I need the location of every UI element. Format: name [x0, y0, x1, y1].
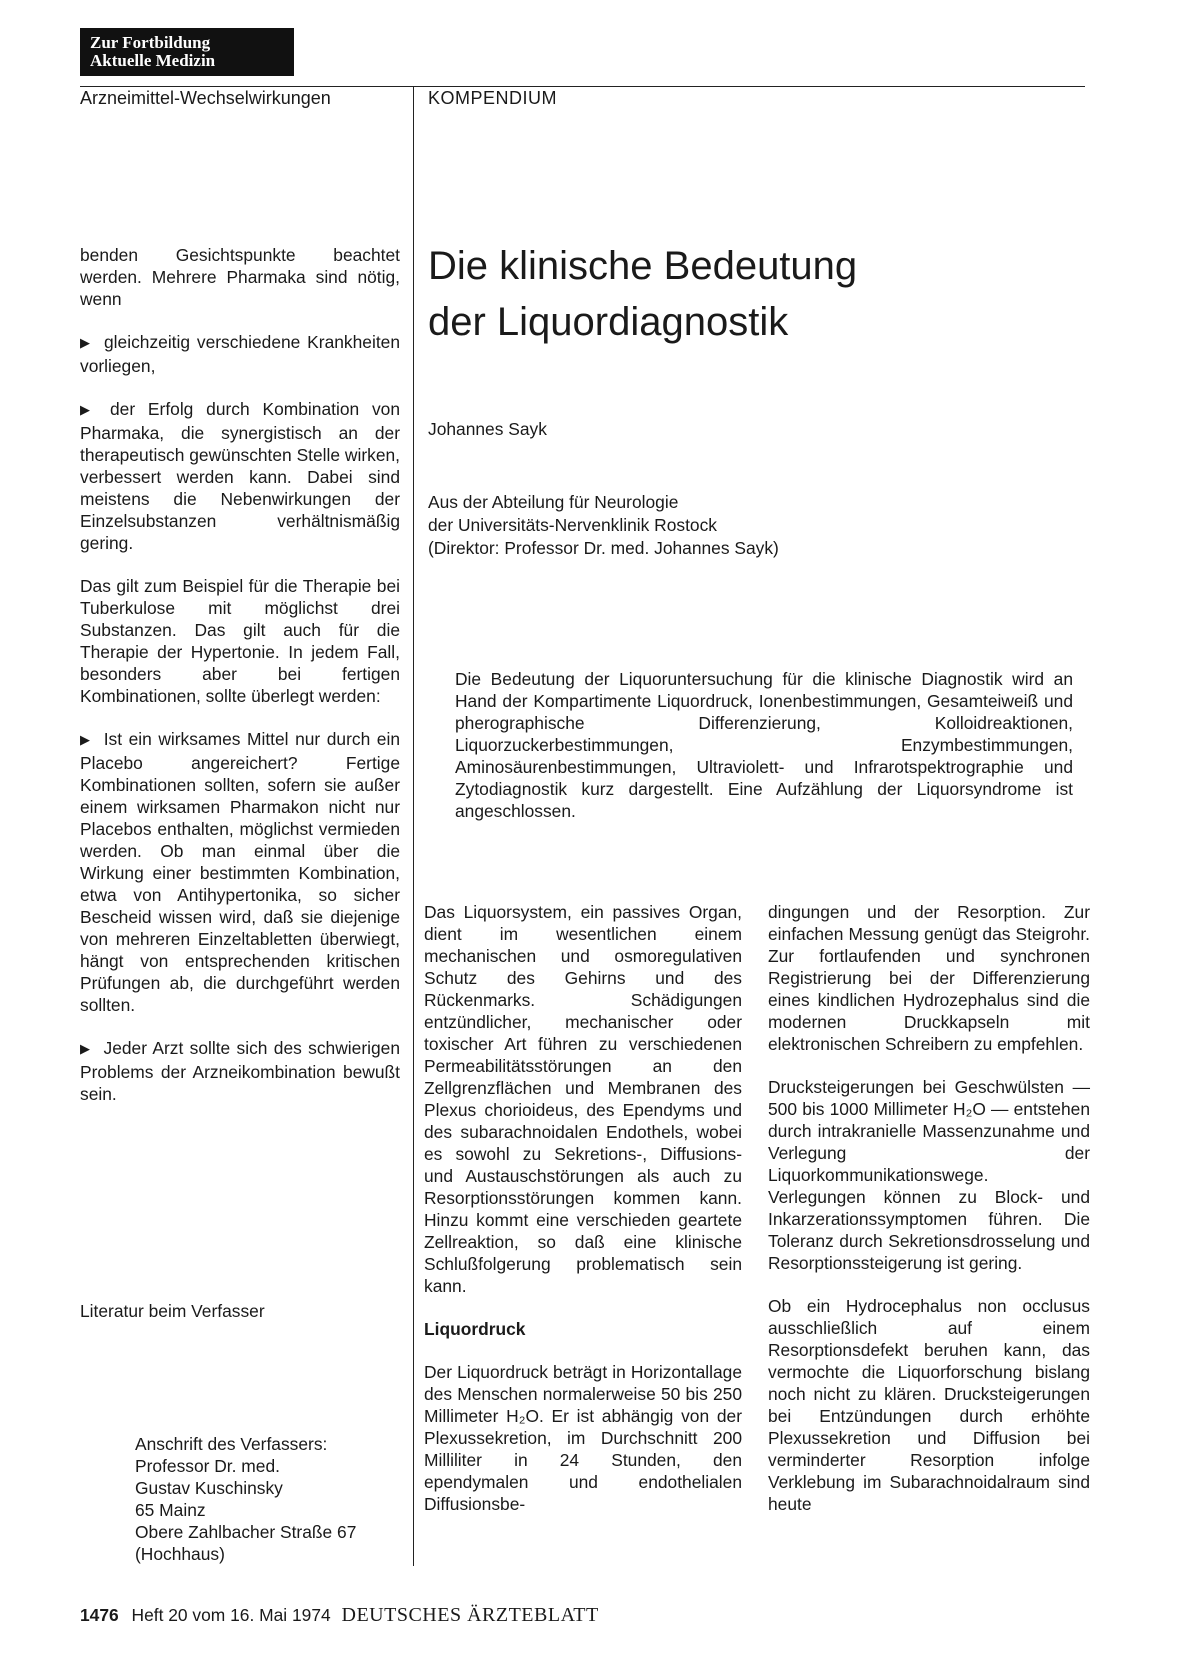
issue-info: Heft 20 vom 16. Mai 1974: [131, 1605, 331, 1625]
address-line: 65 Mainz: [135, 1500, 206, 1520]
left-bullet-4: ▶ Jeder Arzt sollte sich des schwierigen Problems der Arzneikombination bewußt sein.: [80, 1037, 400, 1105]
article-column-right: [768, 901, 1090, 1536]
top-rule: [80, 86, 1085, 87]
badge-line-1: Zur Fortbildung: [90, 33, 211, 52]
address-line: Gustav Kuschinsky: [135, 1478, 283, 1498]
magazine-name: DEUTSCHES ÄRZTEBLATT: [341, 1604, 599, 1626]
article-abstract: Die Bedeutung der Liquoruntersuchung für die klinische Diagnostik wird an Hand der Kompartimente Liquordruck, Ionenbestimmungen, Gesamteiweiß und pherographische Differenzierung, Kolloidreaktionen, Liquorzuckerbestimmungen, Enzymbestimmungen, Aminosäurenbestimmungen, Ultraviolett- und Infrarotspektrographie und Zytodiagnostik kurz dargestellt. Eine Aufzählung der Liquorsyndrome ist angeschlossen.: [455, 669, 1073, 821]
left-paragraph-1: benden Gesichtspunkte beachtet werden. Mehrere Pharmaka sind nötig, wenn: [80, 245, 400, 309]
author-affiliation: [428, 491, 779, 560]
author-address: [135, 1433, 356, 1565]
body-paragraph: Drucksteigerungen bei Geschwülsten — 500 bis 1000 Millimeter H₂O — entstehen durch intrakranielle Massenzunahme und Verlegung der Liquorkommunikationswege. Verlegungen können zu Block- und Inkarzerationssymptomen führen. Die Toleranz durch Sekretionsdrosselung und Resorptionssteigerung ist gering.: [768, 1077, 1090, 1273]
left-bullet-3: ▶ Ist ein wirksames Mittel nur durch ein Placebo angereichert? Fertige Kombinationen sollten, sofern sie außer einem wirksamen Pharmakon nicht nur Placebos enthalten, möglichst vermieden werden. Ob man einmal über die Wirkung einer bestimmten Kombination, etwa von Antihypertonika, so sicher Bescheid wissen wird, daß sie diejenige von mehreren Einzeltabletten überwiegt, hängt von entsprechenden kritischen Prüfungen ab, die durchgeführt werden sollten.: [80, 728, 400, 1016]
column-divider: [413, 86, 414, 1566]
body-paragraph: Ob ein Hydrocephalus non occlusus ausschließlich auf einem Resorptionsdefekt beruhen kann, das vermochte die Liquorforschung bislang noch nicht zu klären. Drucksteigerungen bei Entzündungen durch erhöhte Plexussekretion und Diffusion bei verminderter Resorption infolge Verklebung im Subarachnoidalraum sind heute: [768, 1296, 1090, 1514]
address-line: Obere Zahlbacher Straße 67: [135, 1522, 357, 1542]
article-author: Johannes Sayk: [428, 419, 547, 439]
body-paragraph: dingungen und der Resorption. Zur einfachen Messung genügt das Steigrohr. Zur fortlaufenden und synchronen Registrierung bei der Differenzierung eines kindlichen Hydrozephalus sind die modernen Druckkapseln mit elektronischen Schreibern zu empfehlen.: [768, 902, 1090, 1054]
right-section-header: KOMPENDIUM: [428, 88, 558, 108]
section-badge: [80, 28, 294, 76]
literature-note: Literatur beim Verfasser: [80, 1301, 265, 1321]
body-paragraph: Der Liquordruck beträgt in Horizontallage des Menschen normalerweise 50 bis 250 Millimeter H₂O. Er ist abhängig von der Plexussekretion, im Durchschnitt 200 Milliliter in 24 Stunden, den ependymalen und endothelialen Diffusionsbe-: [424, 1362, 742, 1514]
address-line: Professor Dr. med.: [135, 1456, 280, 1476]
left-column: [80, 244, 400, 1126]
section-subheading: Liquordruck: [424, 1319, 526, 1339]
article-title: [428, 238, 857, 350]
badge-line-2: Aktuelle Medizin: [90, 51, 216, 70]
affiliation-line: (Direktor: Professor Dr. med. Johannes Sayk): [428, 538, 779, 558]
title-line-2: der Liquordiagnostik: [428, 300, 789, 344]
address-line: (Hochhaus): [135, 1544, 225, 1564]
page-number: 1476: [80, 1605, 119, 1625]
left-paragraph-2: Das gilt zum Beispiel für die Therapie bei Tuberkulose mit möglichst drei Substanzen. Das gilt auch für die Therapie der Hypertonie. In jedem Fall, besonders aber bei fertigen Kombinationen, sollte überlegt werden:: [80, 576, 400, 706]
left-bullet-1: ▶ gleichzeitig verschiedene Krankheiten vorliegen,: [80, 331, 400, 377]
left-bullet-2: ▶ der Erfolg durch Kombination von Pharmaka, die synergistisch an der therapeutisch gewünschten Stelle wirken, verbessert werden kann. Dabei sind meistens die Nebenwirkungen der Einzelsubstanzen verhältnismäßig gering.: [80, 398, 400, 554]
affiliation-line: der Universitäts-Nervenklinik Rostock: [428, 515, 717, 535]
body-paragraph: Das Liquorsystem, ein passives Organ, dient im wesentlichen einem mechanischen und osmoregulativen Schutz des Gehirns und des Rückenmarks. Schädigungen entzündlicher, mechanischer oder toxischer Art führen zu verschiedenen Permeabilitätsstörungen an den Zellgrenzflächen und Membranen des Plexus chorioideus, des Ependyms und des subarachnoidalen Endothels, wobei es sowohl zu Sekretions-, Diffusions- und Austauschstörungen als auch zu Resorptionsstörungen kommen kann. Hinzu kommt eine verschieden geartete Zellreaktion, so daß eine klinische Schlußfolgerung problematisch sein kann.: [424, 902, 742, 1296]
address-line: Anschrift des Verfassers:: [135, 1434, 328, 1454]
title-line-1: Die klinische Bedeutung: [428, 244, 858, 288]
left-section-header: Arzneimittel-Wechselwirkungen: [80, 88, 331, 108]
article-column-middle: [424, 901, 742, 1536]
affiliation-line: Aus der Abteilung für Neurologie: [428, 492, 679, 512]
page-footer: [80, 1604, 599, 1627]
